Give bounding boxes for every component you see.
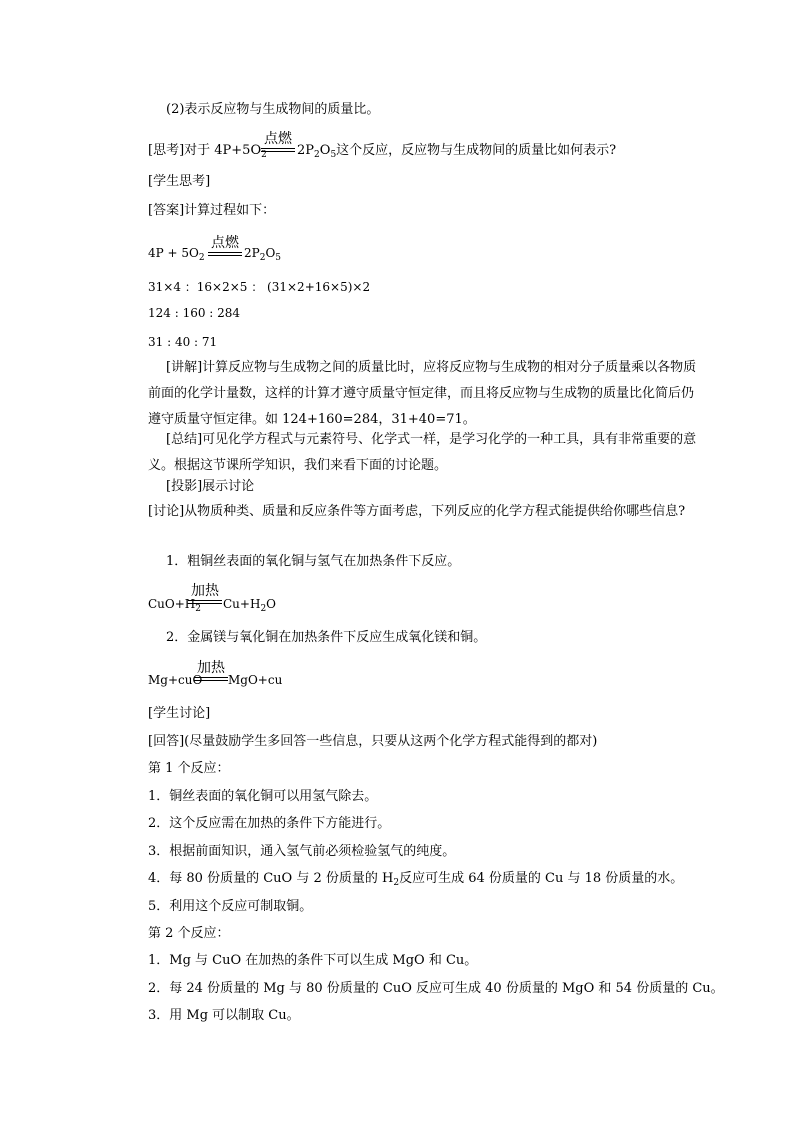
section-heading: (2)表示反应物与生成物间的质量比。 (166, 102, 380, 117)
reaction-2-left: Mg+cuO (148, 673, 203, 687)
reply-line: [回答](尽量鼓励学生多回答一些信息，只要从这两个化学方程式能得到的都对) (148, 734, 598, 749)
second-item-1: 1．Mg 与 CuO 在加热的条件下可以生成 MgO 和 Cu。 (148, 953, 478, 968)
first-item-4: 4．每 80 份质量的 CuO 与 2 份质量的 $H_2$反应可生成 64 份质量的 Cu 与 18 份质量的水。 (148, 871, 684, 888)
second-item-3: 3．用 Mg 可以制取 Cu。 (148, 1008, 300, 1023)
second-reaction-heading: 第 2 个反应： (148, 926, 230, 941)
think-line-rest: $2P_2O_5$这个反应，反应物与生成物间的质量比如何表示? (297, 143, 617, 160)
reaction-2-condition: 加热 (194, 660, 228, 681)
reaction-1-left: $CuO+H_2$ (148, 597, 202, 614)
equation-right: $2P_2O_5$ (244, 246, 282, 263)
reaction-1-description: 1．粗铜丝表面的氧化铜与氢气在加热条件下反应。 (166, 554, 461, 569)
lecture-paragraph: [讲解]计算反应物与生成物之间的质量比时，应将反应物与生成物的相对分子质量乘以各物质前面的化学计量数，这样的计算才遵守质量守恒定律，而且将反应物与生成物的质量比化简后仍遵守质量守恒定律。如 124+160=284，31+40=71。 (148, 360, 697, 427)
discussion-paragraph: [讨论]从物质种类、质量和反应条件等方面考虑，下列反应的化学方程式能提供给你哪些信息? (148, 504, 686, 519)
reaction-1-right: $Cu+H_2O$ (223, 597, 277, 614)
first-item-2: 2．这个反应需在加热的条件下方能进行。 (148, 816, 391, 831)
reaction-2-right: MgO+cu (228, 673, 283, 687)
first-reaction-heading: 第 1 个反应： (148, 761, 230, 776)
second-item-2: 2．每 24 份质量的 Mg 与 80 份质量的 CuO 反应可生成 40 份质量的 MgO 和 54 份质量的 Cu。 (148, 981, 724, 996)
reaction-1-condition: 加热 (188, 583, 222, 604)
reaction-2-description: 2．金属镁与氧化铜在加热条件下反应生成氧化镁和铜。 (166, 630, 487, 645)
equation-condition: 点燃 (208, 235, 242, 256)
first-item-5: 5．利用这个反应可制取铜。 (148, 899, 313, 914)
first-item-3: 3．根据前面知识，通入氢气前必须检验氢气的纯度。 (148, 844, 456, 859)
calc-line-3: 31 : 40 : 71 (148, 335, 218, 349)
equation-left: $4P + 5O_2$ (148, 246, 205, 263)
think-condition: 点燃 (261, 131, 295, 152)
calc-line-1: 31×4 ：16×2×5 ： (31×2+16×5)×2 (148, 280, 371, 294)
first-item-1: 1．铜丝表面的氧化铜可以用氢气除去。 (148, 789, 378, 804)
student-discuss: [学生讨论] (148, 706, 211, 721)
calc-line-2: 124 : 160 : 284 (148, 306, 241, 320)
think-line: [思考]对于 $4P+5O_2$ (148, 143, 267, 160)
projection-line: [投影]展示讨论 (166, 479, 255, 494)
summary-paragraph: [总结]可见化学方程式与元素符号、化学式一样，是学习化学的一种工具，具有非常重要的意义。根据这节课所学知识，我们来看下面的讨论题。 (148, 432, 697, 473)
student-think: [学生思考] (148, 174, 211, 189)
answer-line: [答案]计算过程如下： (148, 203, 276, 218)
